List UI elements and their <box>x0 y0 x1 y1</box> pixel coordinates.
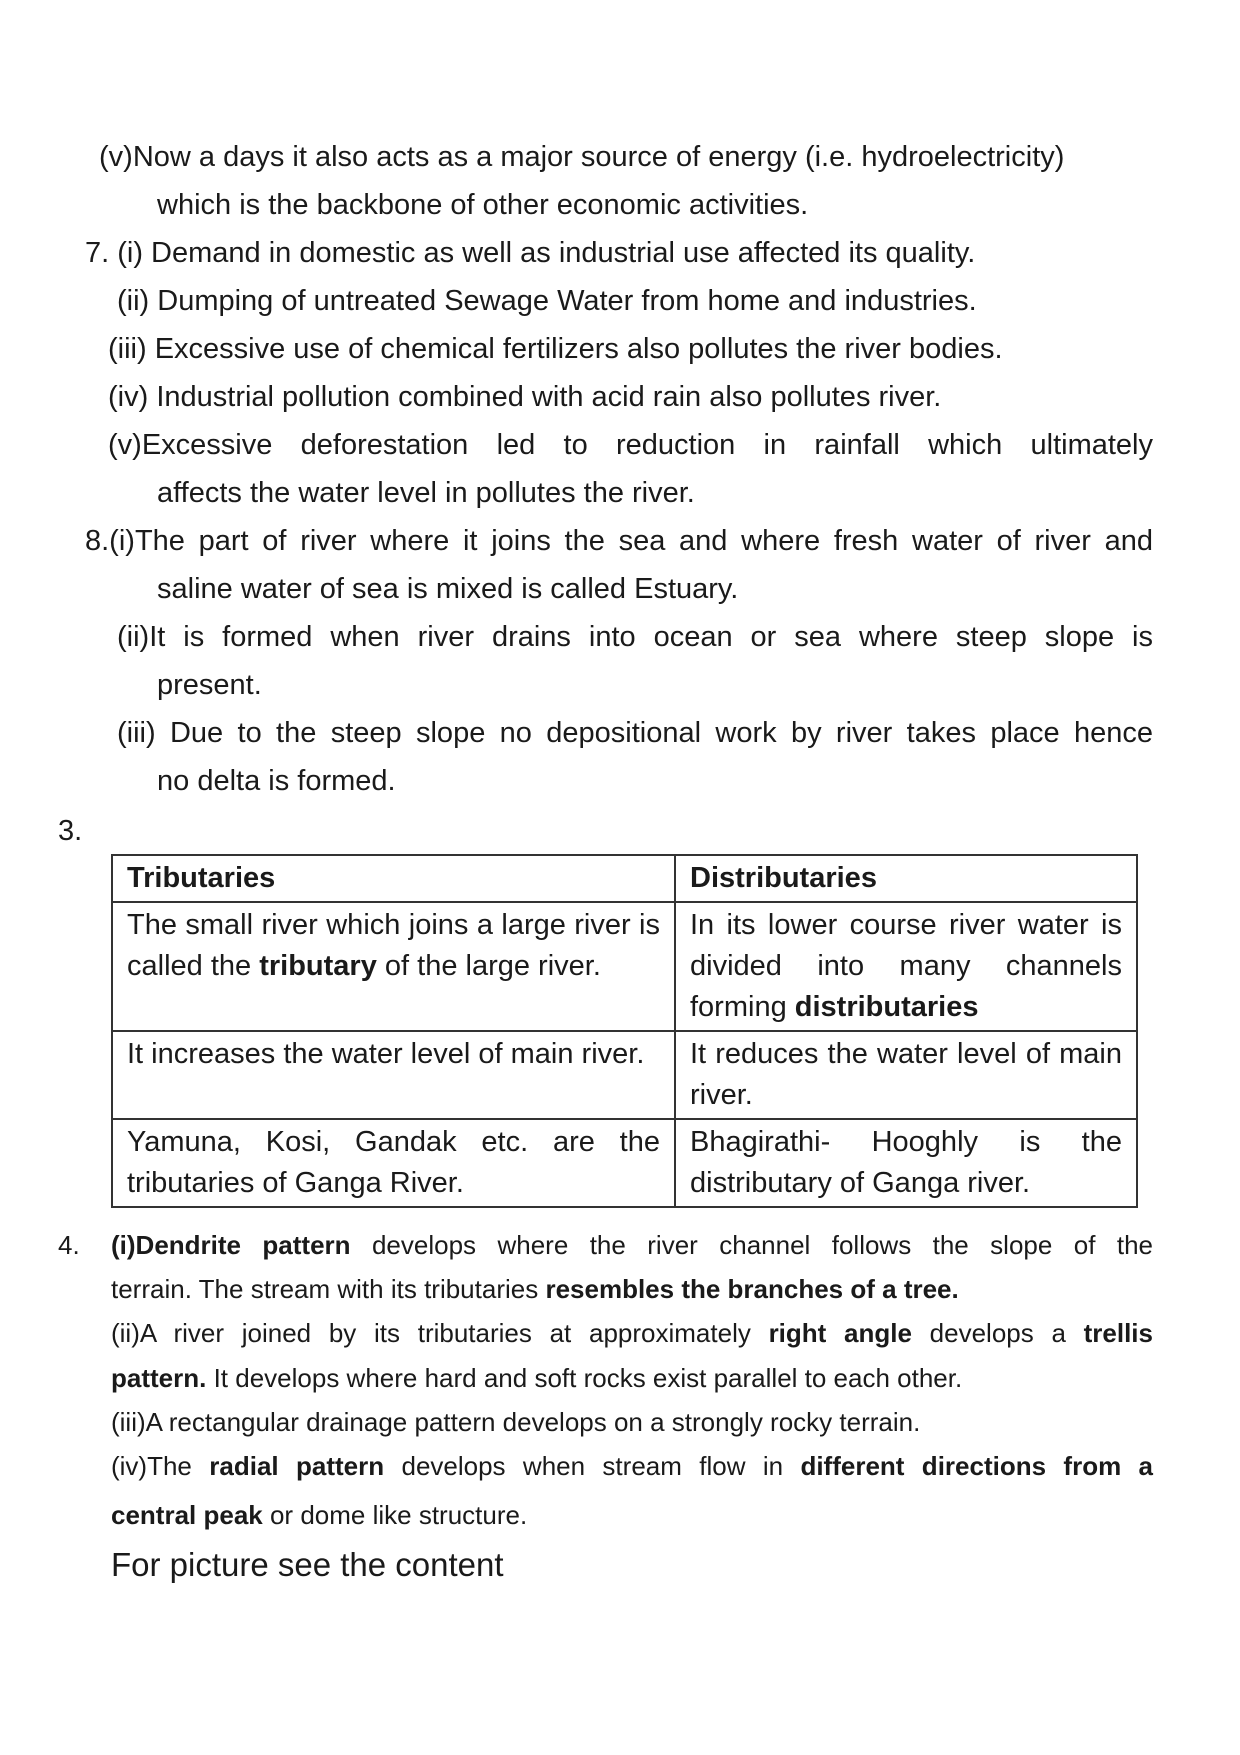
q8-ii-line-2: present. <box>157 669 262 701</box>
q7-ii: (ii) Dumping of untreated Sewage Water from home and industries. <box>117 285 977 317</box>
q8-iii-line-1: (iii) Due to the steep slope no depositional work by river takes place hence <box>117 717 1153 749</box>
q8-i-line-1: 8.(i)The part of river where it joins the sea and where fresh water of river and <box>85 525 1153 557</box>
q4-ii-line-1: (ii)A river joined by its tributaries at approximately right angle develops a trellis <box>111 1318 1153 1348</box>
q7-i: 7. (i) Demand in domestic as well as industrial use affected its quality. <box>85 237 976 269</box>
q4-iv-line-2: central peak or dome like structure. <box>111 1500 528 1530</box>
header-distributaries: Distributaries <box>675 855 1137 902</box>
q4-ii-line-2: pattern. It develops where hard and soft rocks exist parallel to each other. <box>111 1363 963 1393</box>
q8-ii-line-1: (ii)It is formed when river drains into ocean or sea where steep slope is <box>117 621 1153 653</box>
table-row <box>112 902 1137 1031</box>
table-cell: Yamuna, Kosi, Gandak etc. are the tributaries of Ganga River. <box>112 1119 675 1207</box>
table-cell: It reduces the water level of main river. <box>675 1031 1137 1119</box>
q8-iii-line-2: no delta is formed. <box>157 765 396 797</box>
q3-number: 3. <box>58 815 83 847</box>
q4-iv-line-1: (iv)The radial pattern develops when stream flow in different directions from a <box>111 1451 1154 1481</box>
q4-i-line-1: (i)Dendrite pattern develops where the river channel follows the slope of the <box>111 1230 1154 1260</box>
q4-i-line-2: terrain. The stream with its tributaries resembles the branches of a tree. <box>111 1274 959 1304</box>
table-cell: Bhagirathi- Hooghly is the distributary of Ganga river. <box>675 1119 1137 1207</box>
q7-v-line-2: affects the water level in pollutes the river. <box>157 477 695 509</box>
q7-iv: (iv) Industrial pollution combined with acid rain also pollutes river. <box>108 381 942 413</box>
q7-v-line-1: (v)Excessive deforestation led to reduction in rainfall which ultimately <box>108 429 1153 461</box>
q7-iii: (iii) Excessive use of chemical fertilizers also pollutes the river bodies. <box>108 333 1003 365</box>
q8-i-line-2: saline water of sea is mixed is called Estuary. <box>157 573 739 605</box>
table-row <box>112 1119 1137 1207</box>
q4-number: 4. <box>58 1230 80 1260</box>
q6-v-line-1: (v)Now a days it also acts as a major source of energy (i.e. hydroelectricity) <box>99 141 1065 173</box>
table-row <box>112 1031 1137 1119</box>
table-cell: The small river which joins a large river is called the tributary of the large river. <box>112 902 675 1031</box>
table-header-row <box>112 855 1137 902</box>
comparison-table <box>111 854 1138 1208</box>
q4-iii: (iii)A rectangular drainage pattern develops on a strongly rocky terrain. <box>111 1407 921 1437</box>
q6-v-line-2: which is the backbone of other economic activities. <box>157 189 809 221</box>
footer-note: For picture see the content <box>111 1546 504 1583</box>
header-tributaries: Tributaries <box>112 855 675 902</box>
table-cell: In its lower course river water is divided into many channels forming distributaries <box>675 902 1137 1031</box>
table-cell: It increases the water level of main river. <box>112 1031 675 1119</box>
